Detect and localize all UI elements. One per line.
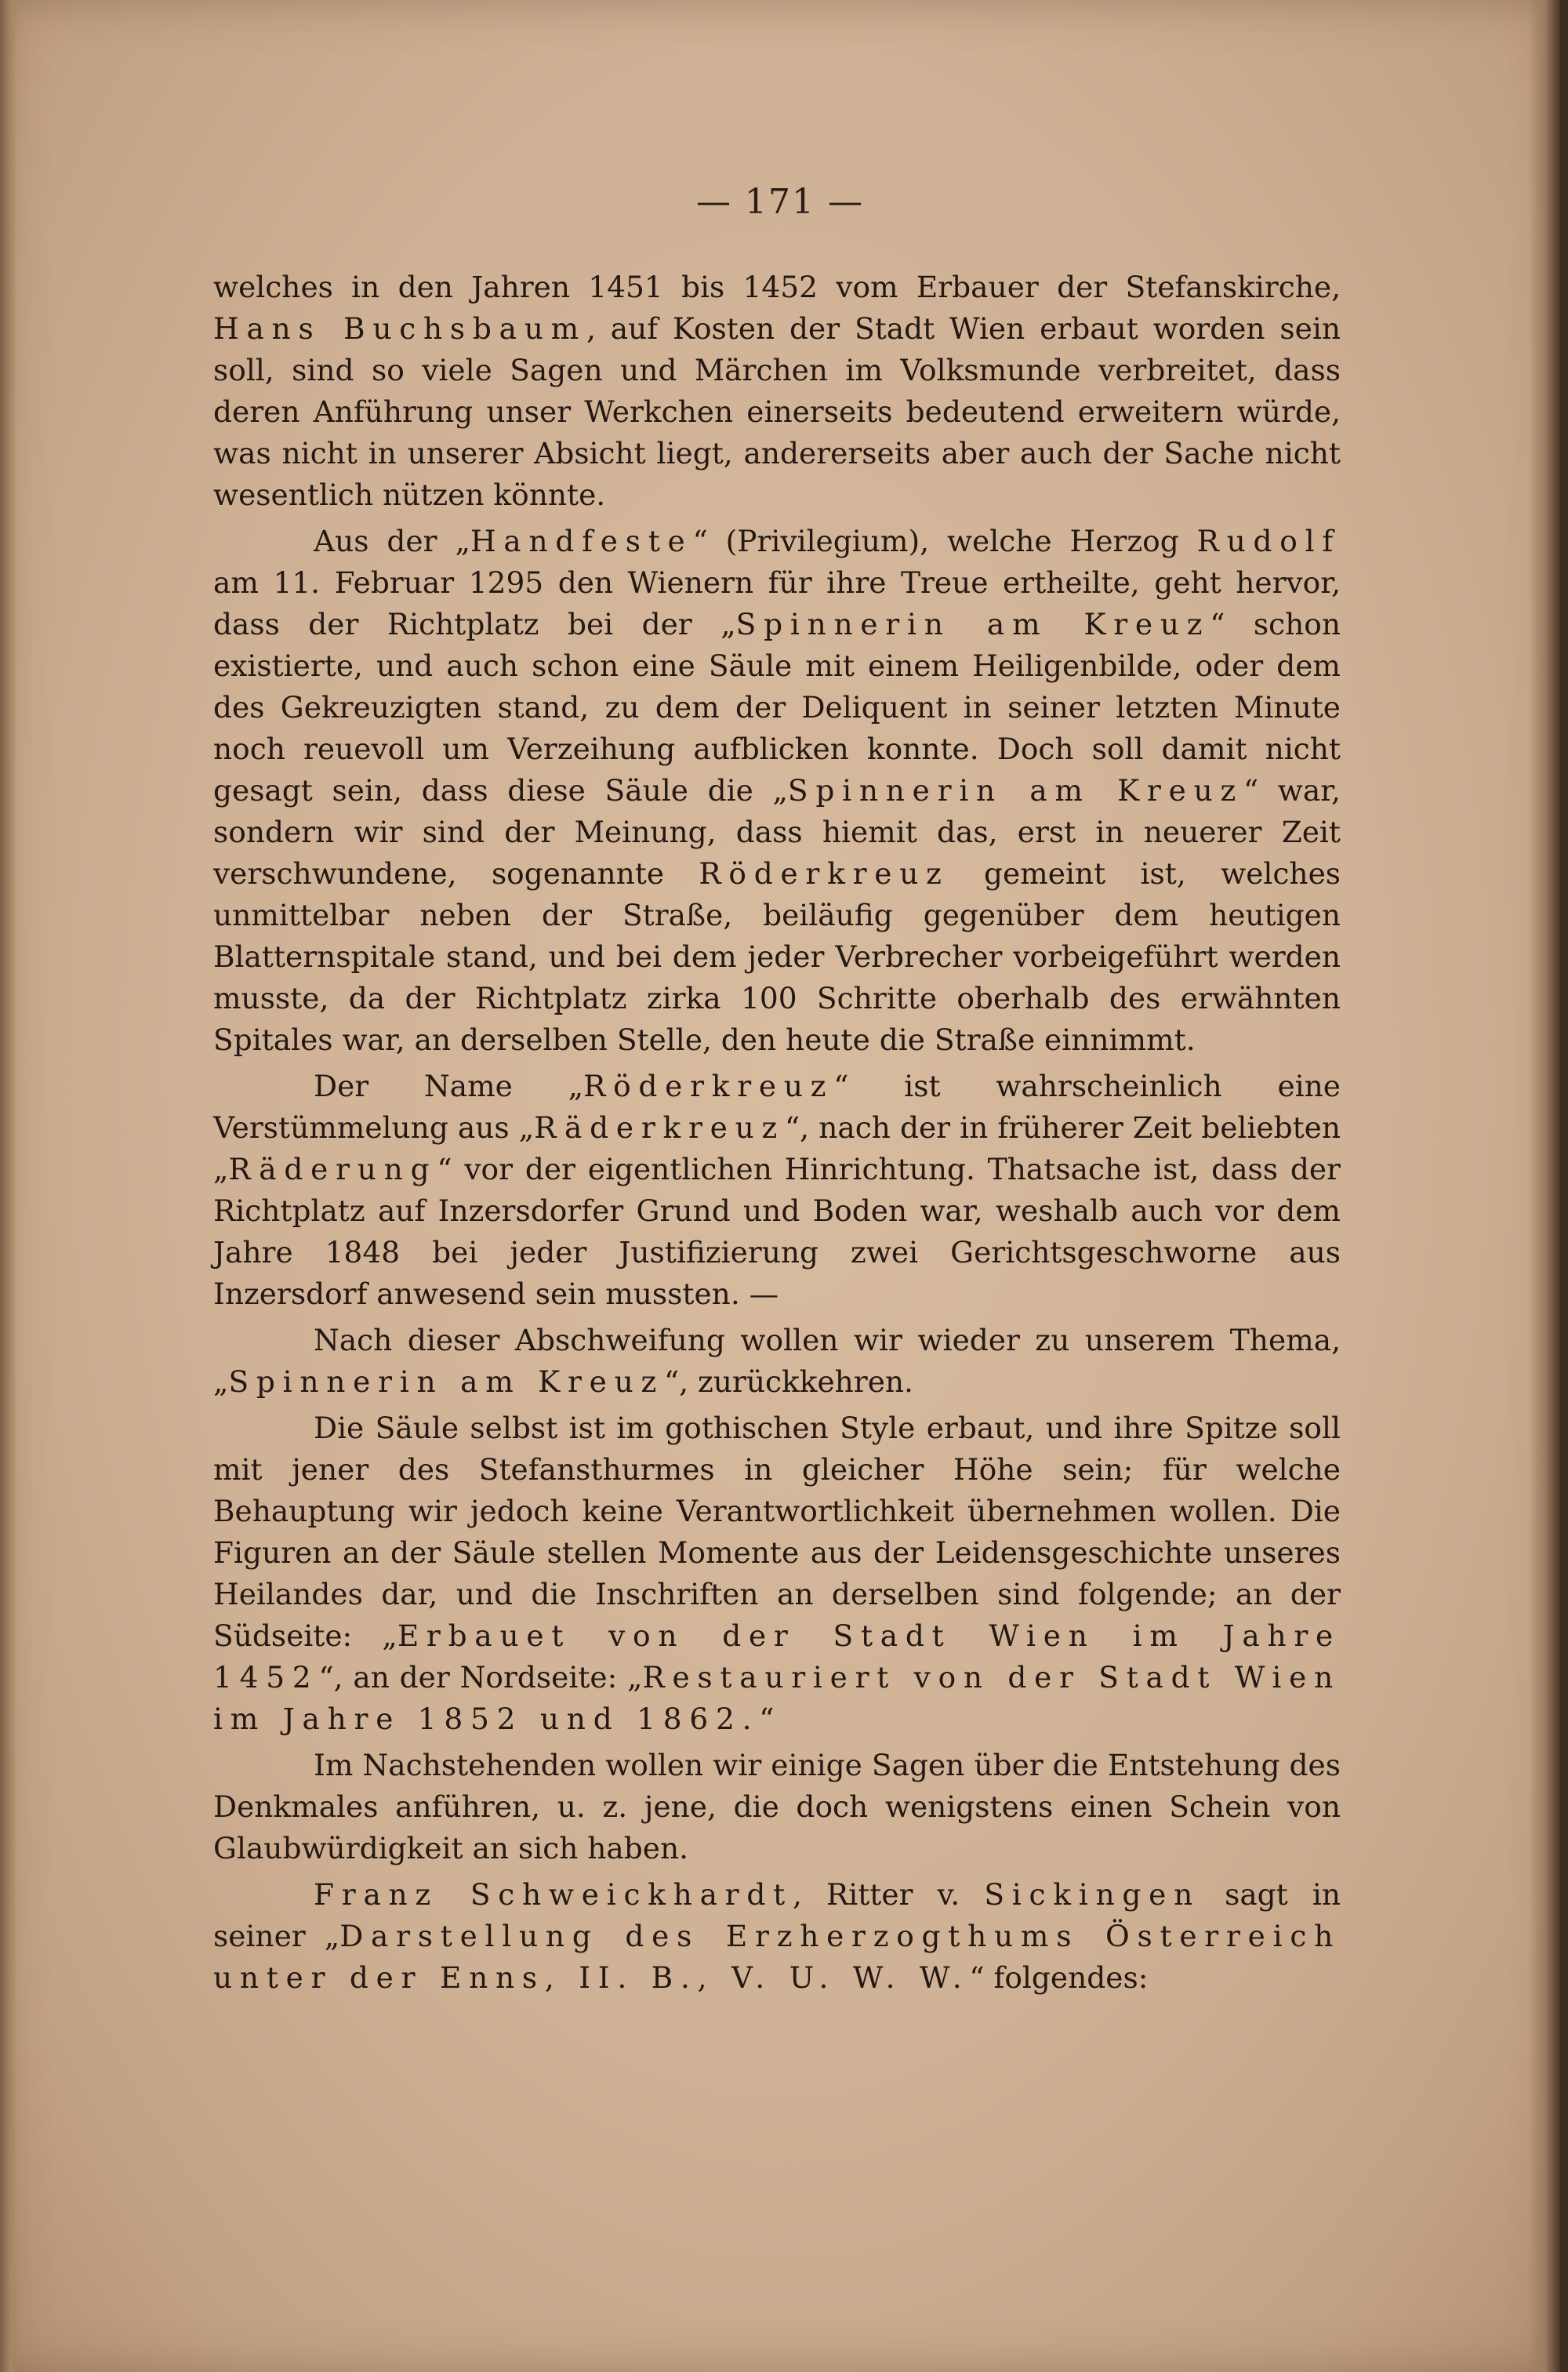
page-number: — 171 — <box>696 182 864 222</box>
paragraph-2 <box>213 521 1341 1061</box>
text-run: “ schon existierte, und auch schon eine Säule mit einem Heiligenbilde, oder dem des Gekreuzigten stand, zu dem der Deliquent in seiner letzten Minute noch reuevoll um Verzeihung aufblicken konnte. Doch soll damit nicht gesagt sein, dass diese Säule die „ <box>213 607 1341 808</box>
text-run: Im Nachstehenden wollen wir einige Sagen über die Entstehung des Denkmales anführen, u. z. jene, die doch wenigstens einen Schein von Glaubwürdigkeit an sich haben. <box>213 1748 1341 1865</box>
text-run: Aus der „ <box>314 524 470 558</box>
spaced-text: Spinnerin am Kreuz <box>735 607 1210 641</box>
text-run: “, nach der in früherer Zeit beliebten „ <box>213 1110 1341 1186</box>
spaced-text: Handfeste <box>470 524 693 558</box>
spaced-text: Spinnerin am Kreuz <box>787 773 1243 808</box>
text-run: sagt in seiner „ <box>213 1877 1341 1953</box>
text-run: “, an der Nordseite: „ <box>318 1660 643 1695</box>
text-run: “ <box>759 1702 775 1736</box>
page-left-edge <box>0 0 17 2372</box>
text-run: gemeint ist, welches unmittelbar neben der Straße, beiläufig gegenüber dem heutigen Blatternspitale stand, und bei dem jeder Verbrecher vorbeigeführt werden musste, da der Richtplatz zirka 100 Schritte oberhalb des erwähnten Spitales war, an derselben Stelle, den heute die Straße einnimmt. <box>213 856 1341 1057</box>
text-run: “ ist wahrscheinlich eine Verstümmelung aus „ <box>213 1069 1341 1145</box>
text-run: “ vor der eigentlichen Hinrichtung. Thatsache ist, dass der Richtplatz auf Inzersdorfer Grund und Boden war, weshalb auch vor dem Jahre 1848 bei jeder Justifizierung zwei Gerichtsgeschworne aus Inzersdorf anwesend sein mussten. — <box>213 1152 1341 1311</box>
spaced-text: Röderkreuz <box>699 856 949 891</box>
spaced-text: Räderung <box>228 1152 437 1186</box>
text-run: “ war, sondern wir sind der Meinung, dass hiemit das, erst in neuerer Zeit verschwundene, sogenannte <box>213 773 1341 891</box>
paragraph-3 <box>213 1066 1341 1315</box>
paragraph-4 <box>213 1320 1341 1403</box>
text-run: am 11. Februar 1295 den Wienern für ihre Treue ertheilte, geht hervor, dass der Richtplatz bei der „ <box>213 565 1341 641</box>
text-run: welches in den Jahren 1451 bis 1452 vom Erbauer der Stefanskirche, <box>213 270 1341 304</box>
spaced-text: Röderkreuz <box>583 1069 834 1103</box>
spaced-text: Darstellung des Erzherzogthums Österreich unter der Enns, II. B., V. U. W. W. <box>213 1919 1341 1995</box>
paragraph-5 <box>213 1408 1341 1740</box>
text-run: Der Name „ <box>314 1069 584 1103</box>
spaced-text: Hans Buchsbaum <box>213 311 586 346</box>
spaced-text: Restauriert von der Stadt Wien im Jahre 1852 und 1862. <box>213 1660 1341 1736</box>
text-run: “ (Privilegium), welche Herzog <box>692 524 1197 558</box>
text-run: Nach dieser Abschweifung wollen wir wieder zu unserem Thema, „ <box>213 1323 1341 1399</box>
body-text <box>213 267 1341 2003</box>
text-run: “ folgendes: <box>969 1960 1149 1995</box>
text-run: Die Säule selbst ist im gothischen Style erbaut, und ihre Spitze soll mit jener des Stefansthurmes in gleicher Höhe sein; für welche Behauptung wir jedoch keine Verantwortlichkeit übernehmen wollen. Die Figuren an der Säule stellen Momente aus der Leidensgeschichte unseres Heilandes dar, und die Inschriften an derselben sind folgende; an der Südseite: „ <box>213 1411 1341 1653</box>
text-run: , auf Kosten der Stadt Wien erbaut worden sein soll, sind so viele Sagen und Märchen im Volksmunde verbreitet, dass deren Anführung unser Werkchen einerseits bedeutend erweitern würde, was nicht in unserer Absicht liegt, andererseits aber auch der Sache nicht wesentlich nützen könnte. <box>213 311 1341 512</box>
spaced-text: Rudolf <box>1196 524 1341 558</box>
paragraph-7 <box>213 1874 1341 1999</box>
text-run: “, zurückkehren. <box>664 1364 913 1399</box>
text-run: , Ritter v. <box>792 1877 985 1912</box>
page-right-edge <box>1529 0 1560 2372</box>
paragraph-6 <box>213 1745 1341 1869</box>
spaced-text: Franz Schweickhardt <box>314 1877 793 1912</box>
spaced-text: Erbauet von der Stadt Wien im Jahre 1452 <box>213 1618 1341 1695</box>
spaced-text: Räderkreuz <box>534 1110 786 1145</box>
paragraph-1 <box>213 267 1341 516</box>
spaced-text: Spinnerin am Kreuz <box>228 1364 664 1399</box>
spaced-text: Sickingen <box>984 1877 1200 1912</box>
